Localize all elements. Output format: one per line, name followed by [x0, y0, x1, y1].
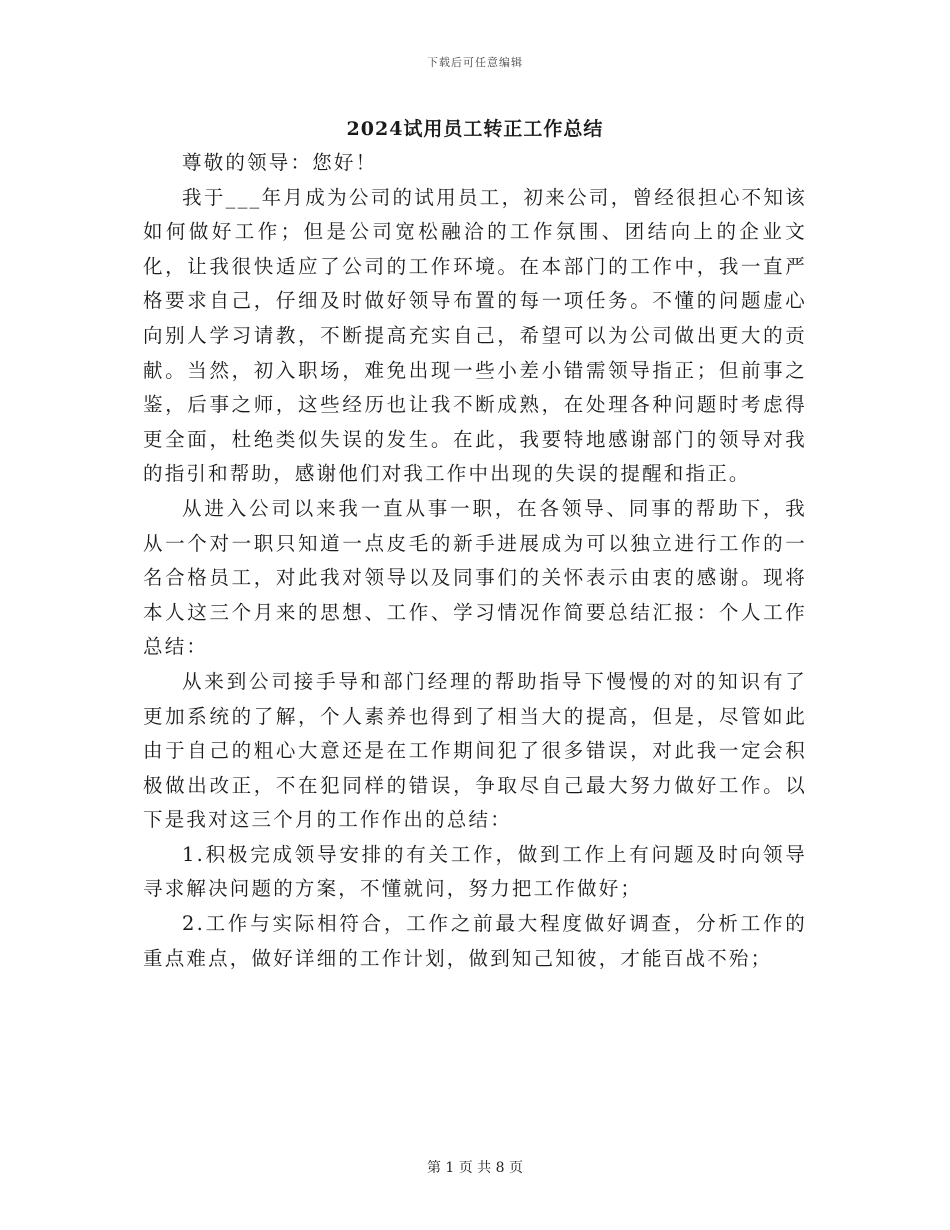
paragraph-summary: 从来到公司接手导和部门经理的帮助指导下慢慢的对的知识有了更加系统的了解，个人素养也得到了相当大的提高，但是，尽管如此由于自己的粗心大意还是在工作期间犯了很多错误，对此我一定会积极做出改正，不在犯同样的错误，争取尽自己最大努力做好工作。以下是我对这三个月的工作作出的总结： — [143, 669, 807, 832]
page-number: 第 1 页 共 8 页 — [426, 1160, 524, 1176]
document-title: 2024试用员工转正工作总结 — [346, 118, 604, 140]
paragraph-position: 从进入公司以来我一直从事一职，在各领导、同事的帮助下，我从一个对一职只知道一点皮毛的新手进展成为可以独立进行工作的一名合格员工，对此我对领导以及同事们的关怀表示由衷的感谢。现将本人这三个月来的思想、工作、学习情况作简要总结汇报：个人工作总结： — [143, 496, 807, 659]
paragraph-item-2: 2.工作与实际相符合，工作之前最大程度做好调查，分析工作的重点难点，做好详细的工作计划，做到知己知彼，才能百战不殆； — [143, 912, 807, 970]
document-body — [143, 146, 807, 976]
header-note: 下载后可任意编辑 — [427, 56, 523, 69]
paragraph-greeting: 尊敬的领导：您好！ — [182, 151, 378, 174]
paragraph-item-1: 1.积极完成领导安排的有关工作，做到工作上有问题及时向领导寻求解决问题的方案，不懂就问，努力把工作做好； — [143, 842, 807, 901]
paragraph-intro: 我于___年月成为公司的试用员工，初来公司，曾经很担心不知该如何做好工作；但是公司宽松融洽的工作氛围、团结向上的企业文化，让我很快适应了公司的工作环境。在本部门的工作中，我一直严格要求自己，仔细及时做好领导布置的每一项任务。不懂的问题虚心向别人学习请教，不断提高充实自己，希望可以为公司做出更大的贡献。当然，初入职场，难免出现一些小差小错需领导指正；但前事之鉴，后事之师，这些经历也让我不断成熟，在处理各种问题时考虑得更全面，杜绝类似失误的发生。在此，我要特地感谢部门的领导对我的指引和帮助，感谢他们对我工作中出现的失误的提醒和指正。 — [143, 185, 807, 486]
